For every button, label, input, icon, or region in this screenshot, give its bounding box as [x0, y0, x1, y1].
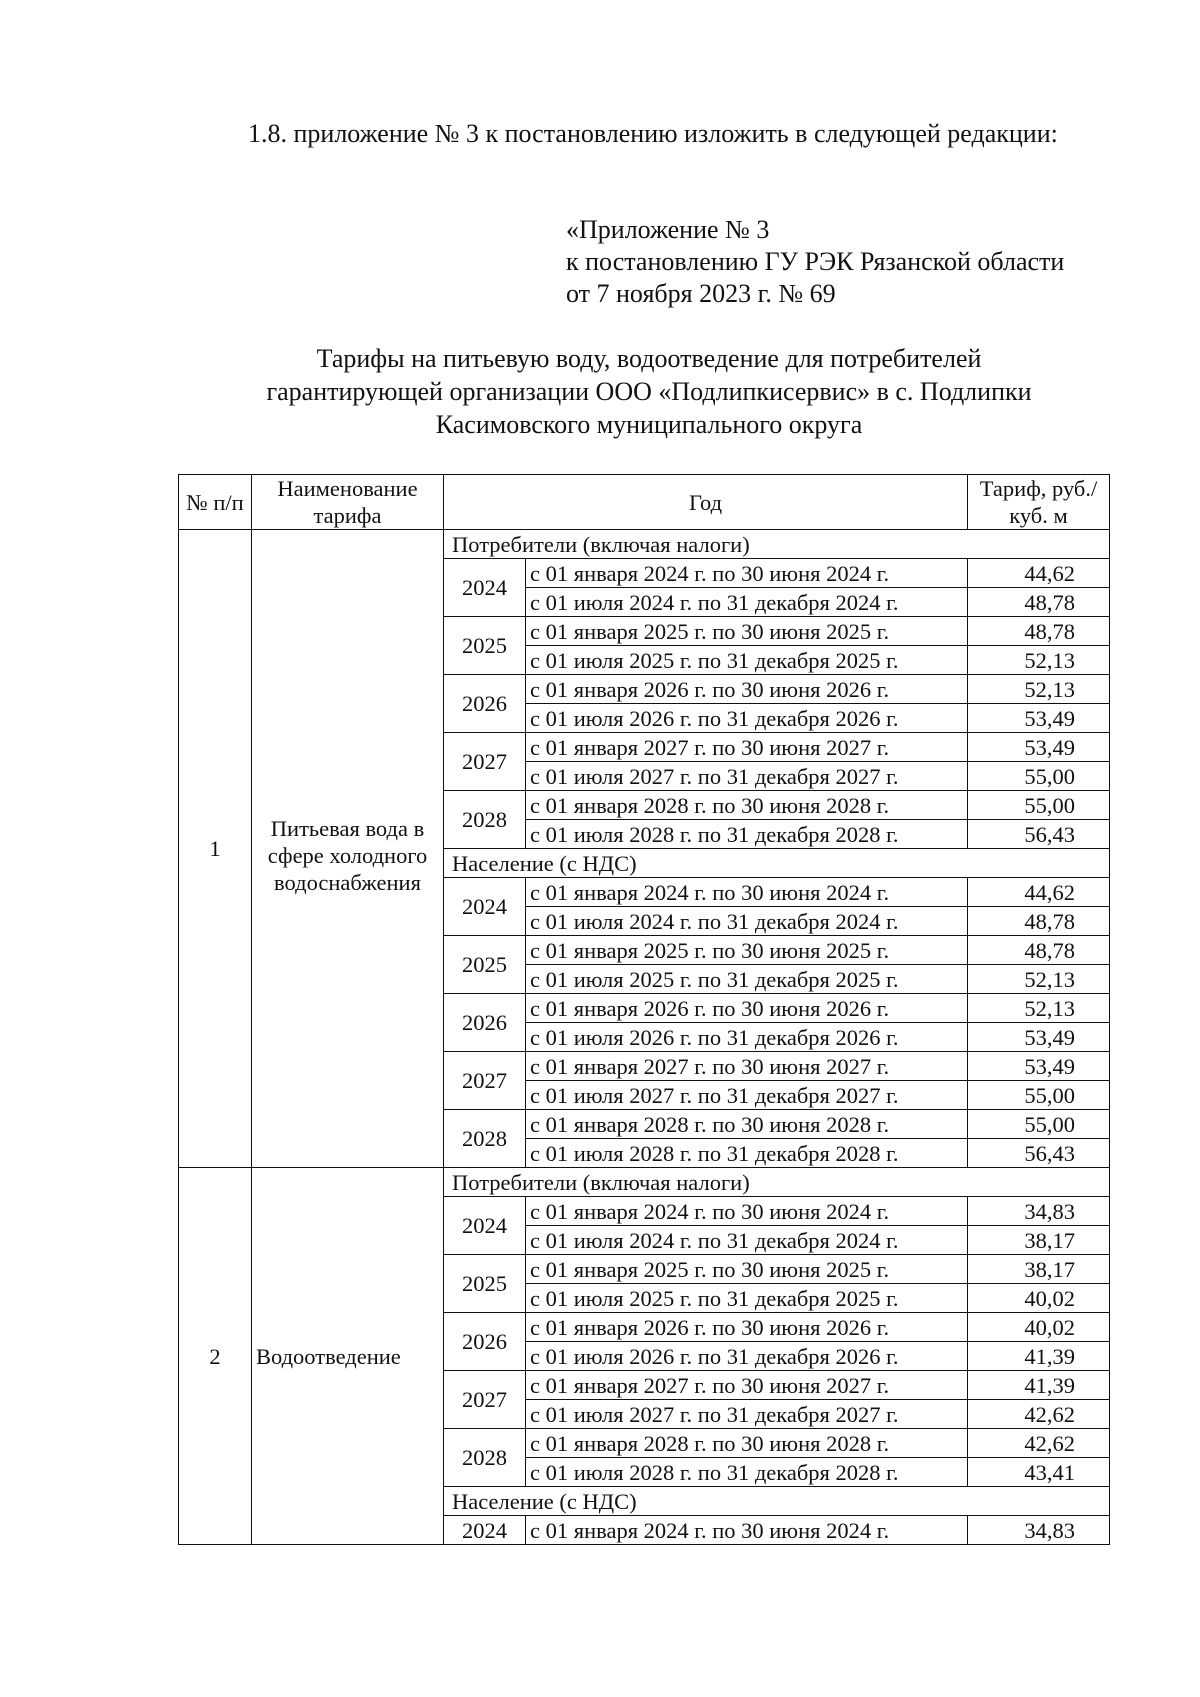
period-cell: с 01 января 2024 г. по 30 июня 2024 г. [526, 559, 968, 588]
period-cell: с 01 июля 2024 г. по 31 декабря 2024 г. [526, 907, 968, 936]
tariff-value: 52,13 [968, 994, 1110, 1023]
period-cell: с 01 января 2027 г. по 30 июня 2027 г. [526, 1052, 968, 1081]
period-cell: с 01 января 2024 г. по 30 июня 2024 г. [526, 1516, 968, 1545]
title-line-3: Касимовского муниципального округа [435, 410, 863, 439]
tariff-value: 53,49 [968, 1052, 1110, 1081]
year-cell: 2024 [444, 1197, 526, 1255]
year-cell: 2026 [444, 1313, 526, 1371]
period-cell: с 01 января 2028 г. по 30 июня 2028 г. [526, 1110, 968, 1139]
appendix-line-1: «Приложение № 3 [566, 215, 770, 244]
consumer-group-label: Население (с НДС) [444, 849, 1110, 878]
tariff-value: 56,43 [968, 820, 1110, 849]
tariff-value: 44,62 [968, 559, 1110, 588]
period-cell: с 01 января 2026 г. по 30 июня 2026 г. [526, 1313, 968, 1342]
title-line-1: Тарифы на питьевую воду, водоотведение для потребителей [316, 344, 982, 373]
period-cell: с 01 июля 2024 г. по 31 декабря 2024 г. [526, 1226, 968, 1255]
tariff-value: 41,39 [968, 1342, 1110, 1371]
year-cell: 2028 [444, 1110, 526, 1168]
tariff-value: 40,02 [968, 1284, 1110, 1313]
table-row [179, 1168, 1110, 1197]
year-cell: 2027 [444, 1052, 526, 1110]
title-line-2: гарантирующей организации ООО «Подлипкисервис» в с. Подлипки [266, 377, 1032, 406]
year-cell: 2025 [444, 617, 526, 675]
tariff-value: 48,78 [968, 588, 1110, 617]
tariff-value: 41,39 [968, 1371, 1110, 1400]
year-cell: 2027 [444, 1371, 526, 1429]
consumer-group-label: Потребители (включая налоги) [444, 530, 1110, 559]
year-cell: 2026 [444, 675, 526, 733]
tariff-value: 55,00 [968, 791, 1110, 820]
tariff-value: 44,62 [968, 878, 1110, 907]
tariff-value: 55,00 [968, 762, 1110, 791]
year-cell: 2025 [444, 936, 526, 994]
appendix-line-3: от 7 ноября 2023 г. № 69 [566, 279, 836, 308]
year-cell: 2026 [444, 994, 526, 1052]
table-row [179, 530, 1110, 559]
consumer-group-label: Потребители (включая налоги) [444, 1168, 1110, 1197]
year-cell: 2028 [444, 791, 526, 849]
period-cell: с 01 июля 2028 г. по 31 декабря 2028 г. [526, 1458, 968, 1487]
period-cell: с 01 июля 2027 г. по 31 декабря 2027 г. [526, 1400, 968, 1429]
tariff-table-body [179, 475, 1110, 1545]
period-cell: с 01 июля 2027 г. по 31 декабря 2027 г. [526, 762, 968, 791]
year-cell: 2024 [444, 1516, 526, 1545]
period-cell: с 01 января 2025 г. по 30 июня 2025 г. [526, 617, 968, 646]
period-cell: с 01 января 2026 г. по 30 июня 2026 г. [526, 994, 968, 1023]
period-cell: с 01 января 2026 г. по 30 июня 2026 г. [526, 675, 968, 704]
year-cell: 2025 [444, 1255, 526, 1313]
period-cell: с 01 января 2028 г. по 30 июня 2028 г. [526, 1429, 968, 1458]
tariff-value: 40,02 [968, 1313, 1110, 1342]
period-cell: с 01 января 2027 г. по 30 июня 2027 г. [526, 733, 968, 762]
year-cell: 2028 [444, 1429, 526, 1487]
tariff-value: 48,78 [968, 936, 1110, 965]
tariff-value: 34,83 [968, 1197, 1110, 1226]
tariff-value: 52,13 [968, 965, 1110, 994]
document-title [178, 342, 1120, 441]
tariff-value: 42,62 [968, 1400, 1110, 1429]
year-cell: 2027 [444, 733, 526, 791]
tariff-value: 43,41 [968, 1458, 1110, 1487]
tariff-value: 48,78 [968, 617, 1110, 646]
period-cell: с 01 июля 2025 г. по 31 декабря 2025 г. [526, 646, 968, 675]
tariff-value: 52,13 [968, 646, 1110, 675]
period-cell: с 01 июля 2025 г. по 31 декабря 2025 г. [526, 965, 968, 994]
period-cell: с 01 января 2024 г. по 30 июня 2024 г. [526, 1197, 968, 1226]
period-cell: с 01 июля 2024 г. по 31 декабря 2024 г. [526, 588, 968, 617]
period-cell: с 01 января 2025 г. по 30 июня 2025 г. [526, 1255, 968, 1284]
amendment-paragraph: 1.8. приложение № 3 к постановлению изложить в следующей редакции: [248, 119, 1058, 148]
year-cell: 2024 [444, 559, 526, 617]
tariff-value: 42,62 [968, 1429, 1110, 1458]
tariff-value: 52,13 [968, 675, 1110, 704]
period-cell: с 01 июля 2026 г. по 31 декабря 2026 г. [526, 1023, 968, 1052]
period-cell: с 01 июля 2028 г. по 31 декабря 2028 г. [526, 820, 968, 849]
period-cell: с 01 июля 2028 г. по 31 декабря 2028 г. [526, 1139, 968, 1168]
header-num: № п/п [179, 475, 252, 530]
tariff-value: 53,49 [968, 733, 1110, 762]
tariff-value: 38,17 [968, 1255, 1110, 1284]
year-cell: 2024 [444, 878, 526, 936]
appendix-reference [566, 214, 1064, 310]
tariff-value: 56,43 [968, 1139, 1110, 1168]
period-cell: с 01 января 2027 г. по 30 июня 2027 г. [526, 1371, 968, 1400]
section-name: Водоотведение [252, 1168, 444, 1545]
header-year: Год [444, 475, 968, 530]
period-cell: с 01 июля 2026 г. по 31 декабря 2026 г. [526, 1342, 968, 1371]
section-number: 2 [179, 1168, 252, 1545]
period-cell: с 01 января 2025 г. по 30 июня 2025 г. [526, 936, 968, 965]
appendix-line-2: к постановлению ГУ РЭК Рязанской области [566, 247, 1065, 276]
header-name: Наименование тарифа [252, 475, 444, 530]
period-cell: с 01 июля 2027 г. по 31 декабря 2027 г. [526, 1081, 968, 1110]
header-tariff: Тариф, руб./куб. м [968, 475, 1110, 530]
period-cell: с 01 января 2024 г. по 30 июня 2024 г. [526, 878, 968, 907]
period-cell: с 01 июля 2025 г. по 31 декабря 2025 г. [526, 1284, 968, 1313]
section-number: 1 [179, 530, 252, 1168]
tariff-value: 53,49 [968, 1023, 1110, 1052]
section-name: Питьевая вода в сфере холодного водоснабжения [252, 530, 444, 1168]
consumer-group-label: Население (с НДС) [444, 1487, 1110, 1516]
table-header-row [179, 475, 1110, 530]
tariff-table [178, 474, 1110, 1545]
tariff-value: 48,78 [968, 907, 1110, 936]
period-cell: с 01 июля 2026 г. по 31 декабря 2026 г. [526, 704, 968, 733]
tariff-value: 38,17 [968, 1226, 1110, 1255]
tariff-value: 55,00 [968, 1081, 1110, 1110]
tariff-value: 55,00 [968, 1110, 1110, 1139]
period-cell: с 01 января 2028 г. по 30 июня 2028 г. [526, 791, 968, 820]
tariff-value: 34,83 [968, 1516, 1110, 1545]
tariff-value: 53,49 [968, 704, 1110, 733]
